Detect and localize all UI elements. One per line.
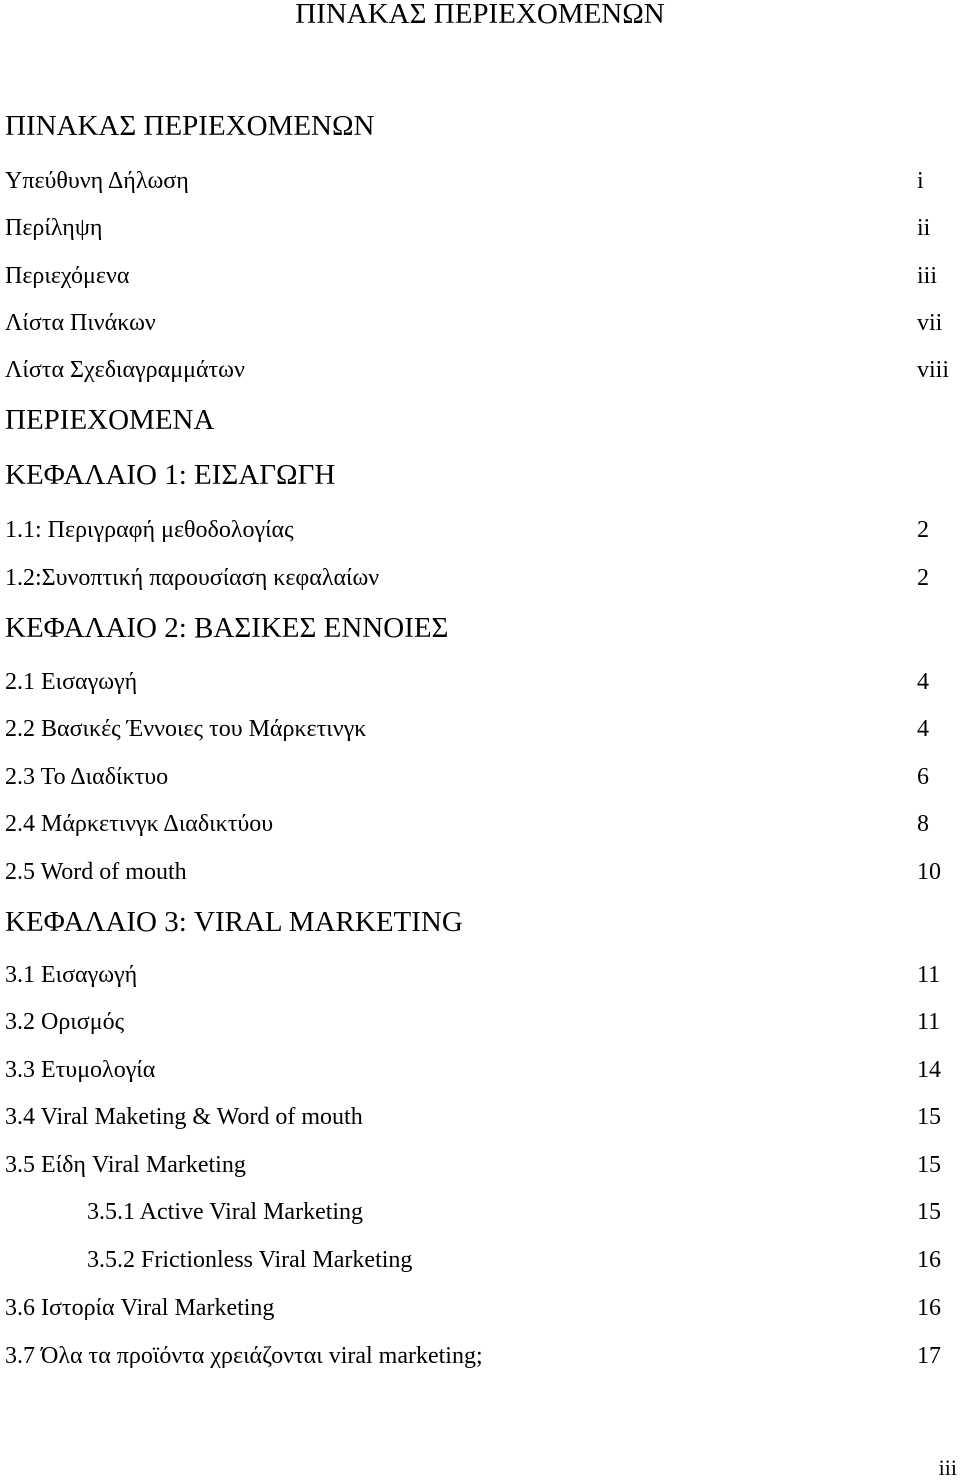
toc-page-number: 15 bbox=[917, 1152, 941, 1178]
toc-entry[interactable] bbox=[5, 303, 960, 343]
toc-page-number: i bbox=[917, 168, 924, 194]
toc-entry[interactable] bbox=[5, 955, 960, 995]
toc-entry-label: 3.7 Όλα τα προϊόντα χρειάζονται viral marketing; bbox=[5, 1343, 483, 1369]
toc-page-number: 10 bbox=[917, 859, 941, 885]
toc-page-number: 11 bbox=[917, 962, 941, 988]
toc-entry-label: ΚΕΦΑΛΑΙΟ 1: ΕΙΣΑΓΩΓΗ bbox=[5, 459, 336, 491]
toc-entry-label: 1.1: Περιγραφή μεθοδολογίας bbox=[5, 517, 294, 543]
toc-entry-label: 3.4 Viral Maketing & Word of mouth bbox=[5, 1104, 363, 1130]
page-title: ΠΙΝΑΚΑΣ ΠΕΡΙΕΧΟΜΕΝΩΝ bbox=[295, 0, 665, 30]
toc-entry-label: ΚΕΦΑΛΑΙΟ 3: VIRAL MARKETING bbox=[5, 906, 463, 938]
toc-entry-label: Υπεύθυνη Δήλωση bbox=[5, 168, 189, 194]
toc-entry-label: 3.2 Ορισμός bbox=[5, 1009, 125, 1035]
toc-entry[interactable] bbox=[5, 161, 960, 201]
toc-page-number: vii bbox=[917, 310, 943, 336]
toc-entry[interactable] bbox=[5, 1050, 960, 1090]
toc-page-number: ii bbox=[917, 215, 931, 241]
toc-page-number: 16 bbox=[917, 1295, 941, 1321]
toc-page-number: 11 bbox=[917, 1009, 941, 1035]
toc-entry-label: 2.5 Word of mouth bbox=[5, 859, 187, 885]
toc-page-number: 17 bbox=[917, 1343, 941, 1369]
toc-entry-label: 3.5.2 Frictionless Viral Marketing bbox=[87, 1247, 413, 1273]
toc-entry[interactable] bbox=[5, 1145, 960, 1185]
toc-entry-label: 2.4 Μάρκετινγκ Διαδικτύου bbox=[5, 811, 274, 837]
toc-entry[interactable] bbox=[5, 709, 960, 749]
toc-entry[interactable] bbox=[5, 208, 960, 248]
toc-heading bbox=[5, 400, 960, 440]
toc-entry-label: 2.1 Εισαγωγή bbox=[5, 669, 138, 695]
toc-heading[interactable] bbox=[5, 608, 960, 648]
toc-entry-label: ΠΕΡΙΕΧΟΜΕΝΑ bbox=[5, 404, 215, 436]
toc-entry[interactable] bbox=[5, 1002, 960, 1042]
toc-entry[interactable] bbox=[5, 852, 960, 892]
toc-entry[interactable] bbox=[5, 350, 960, 390]
toc-entry[interactable] bbox=[5, 1288, 960, 1328]
toc-entry[interactable] bbox=[5, 510, 960, 550]
toc-page-number: 16 bbox=[917, 1247, 941, 1273]
toc-page-number: 4 bbox=[917, 669, 929, 695]
toc-entry-label: Λίστα Πινάκων bbox=[5, 310, 156, 336]
toc-page-number: 4 bbox=[917, 716, 929, 742]
toc-page-number: viii bbox=[917, 357, 950, 383]
toc-entry-label: Περίληψη bbox=[5, 215, 103, 241]
toc-entry-label: 3.6 Ιστορία Viral Marketing bbox=[5, 1295, 275, 1321]
toc-heading bbox=[5, 106, 960, 146]
toc-page-number: 2 bbox=[917, 565, 929, 591]
toc-entry[interactable] bbox=[5, 1097, 960, 1137]
toc-heading[interactable] bbox=[5, 902, 960, 942]
toc-entry-label: 3.3 Ετυμολογία bbox=[5, 1057, 156, 1083]
toc-page-number: 15 bbox=[917, 1104, 941, 1130]
toc-page-number: 8 bbox=[917, 811, 929, 837]
toc-entry-label: 2.3 Το Διαδίκτυο bbox=[5, 764, 169, 790]
toc-page-number: iii bbox=[917, 263, 938, 289]
toc-entry-label: ΠΙΝΑΚΑΣ ΠΕΡΙΕΧΟΜΕΝΩΝ bbox=[5, 110, 375, 142]
toc-page-number: 2 bbox=[917, 517, 929, 543]
toc-entry[interactable] bbox=[5, 662, 960, 702]
toc-page-number: 14 bbox=[917, 1057, 941, 1083]
toc-subentry[interactable] bbox=[5, 1240, 960, 1280]
toc-entry-label: 3.5.1 Active Viral Marketing bbox=[87, 1199, 364, 1225]
toc-entry-label: 1.2:Συνοπτική παρουσίαση κεφαλαίων bbox=[5, 565, 380, 591]
toc-entry-label: Λίστα Σχεδιαγραμμάτων bbox=[5, 357, 245, 383]
toc-entry-label: Περιεχόμενα bbox=[5, 263, 130, 289]
toc-entry-label: 3.1 Εισαγωγή bbox=[5, 962, 138, 988]
toc-entry[interactable] bbox=[5, 558, 960, 598]
toc-subentry[interactable] bbox=[5, 1192, 960, 1232]
page-number: iii bbox=[938, 1455, 957, 1480]
toc-page-number: 6 bbox=[917, 764, 929, 790]
toc-entry[interactable] bbox=[5, 804, 960, 844]
toc-entry[interactable] bbox=[5, 757, 960, 797]
toc-entry-label: ΚΕΦΑΛΑΙΟ 2: ΒΑΣΙΚΕΣ ΕΝΝΟΙΕΣ bbox=[5, 612, 449, 644]
toc-page-number: 15 bbox=[917, 1199, 941, 1225]
toc-entry[interactable] bbox=[5, 1336, 960, 1376]
toc-entry-label: 3.5 Είδη Viral Marketing bbox=[5, 1152, 246, 1178]
toc-entry[interactable] bbox=[5, 256, 960, 296]
toc-heading[interactable] bbox=[5, 455, 960, 495]
toc-entry-label: 2.2 Βασικές Έννοιες του Μάρκετινγκ bbox=[5, 716, 367, 742]
